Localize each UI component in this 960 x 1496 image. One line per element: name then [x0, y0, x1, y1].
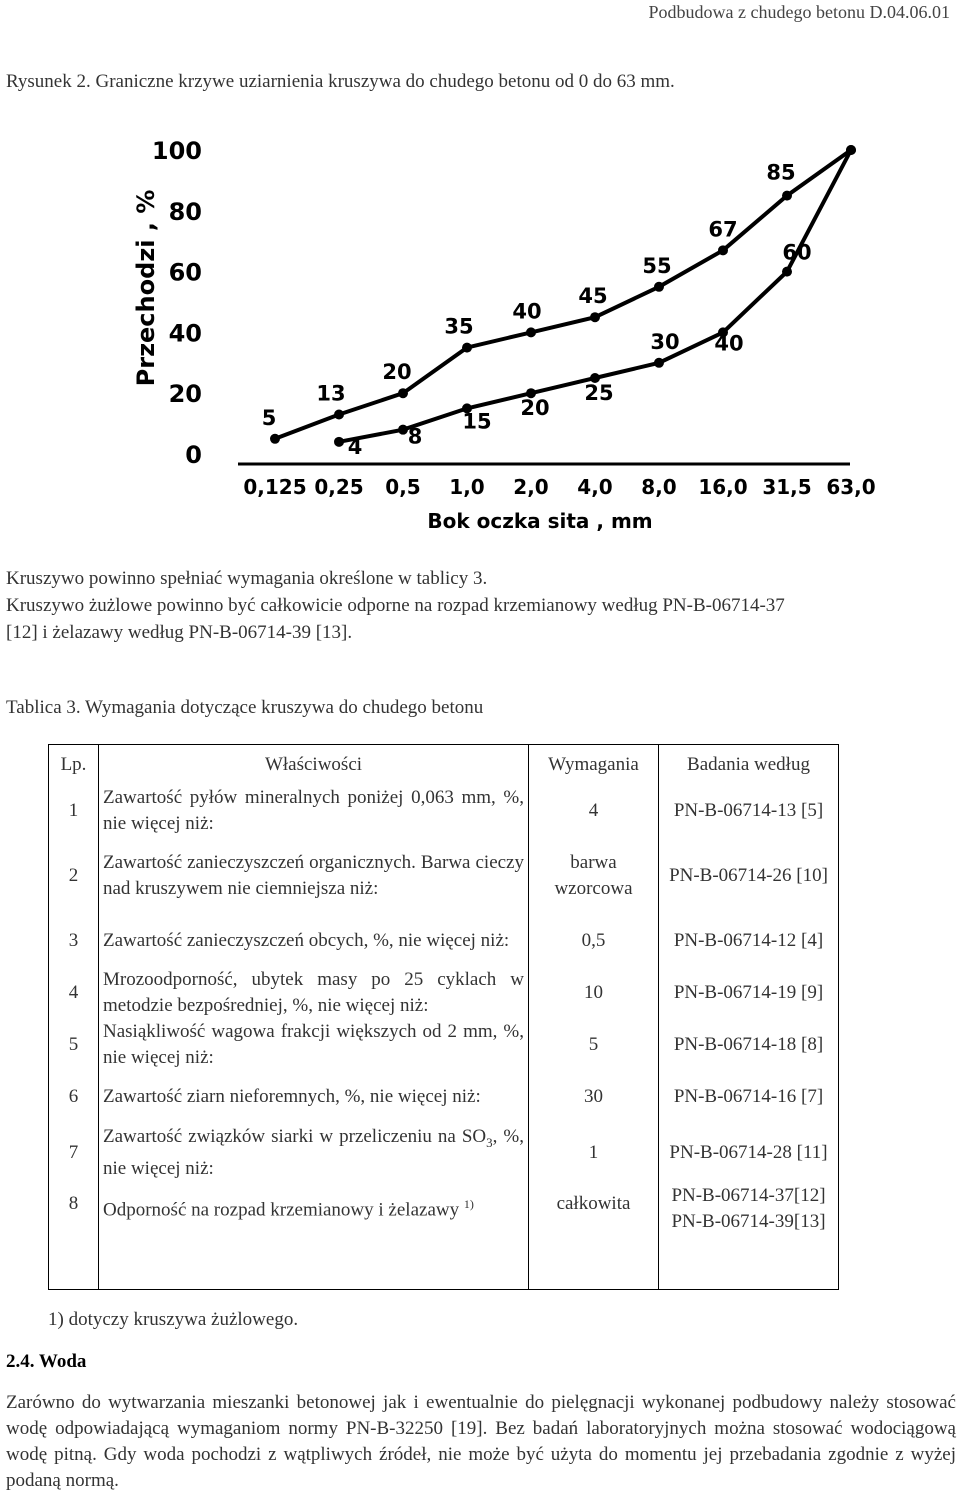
row-lp: 4 — [49, 967, 99, 1019]
row-lp: 6 — [49, 1071, 99, 1123]
x-tick-labels — [243, 475, 875, 499]
data-label: 85 — [766, 160, 796, 185]
table-row — [49, 1123, 839, 1183]
data-point — [334, 437, 344, 447]
row-standard: PN-B-06714-18 [8] — [659, 1019, 839, 1071]
x-tick-label: 16,0 — [698, 475, 748, 499]
data-label: 20 — [520, 396, 550, 421]
data-point — [398, 388, 408, 398]
data-label: 40 — [512, 299, 542, 324]
header-properties: Właściwości — [99, 745, 529, 786]
header-lp: Lp. — [49, 745, 99, 786]
table-row — [49, 1071, 839, 1123]
y-tick-label: 20 — [168, 380, 202, 409]
x-axis-label: Bok oczka sita , mm — [427, 509, 653, 533]
data-point — [590, 312, 600, 322]
row-standard: PN-B-06714-26 [10] — [659, 837, 839, 915]
table-row — [49, 837, 839, 915]
x-tick-label: 0,25 — [314, 475, 364, 499]
row-standard: PN-B-06714-28 [11] — [659, 1123, 839, 1183]
table-row — [49, 915, 839, 967]
data-label: 5 — [261, 405, 277, 430]
x-tick-label: 31,5 — [762, 475, 812, 499]
section-paragraph: Zarówno do wytwarzania mieszanki betonowej jak i ewentualnie do pielęgnacji wykonanej podbudowy należy stosować wodę odpowiadającą wymaganiom normy PN-B-32250 [19]. Bez badań laboratoryjnych można stosować wodociągową wodę pitną. Gdy woda pochodzi z wątpliwych źródeł, nie może być użyta do momentu jej przebadania zgodnie z wyżej podaną normą. — [6, 1392, 956, 1491]
intro-paragraph-2-line2: [12] i żelazawy według PN-B-06714-39 [13]. — [6, 622, 353, 643]
row-lp: 7 — [49, 1123, 99, 1183]
requirements-table — [48, 744, 839, 1290]
row-standard: PN-B-06714-37[12] PN-B-06714-39[13] — [659, 1183, 839, 1289]
x-tick-label: 8,0 — [641, 475, 677, 499]
row-requirement: całkowita — [529, 1183, 659, 1289]
data-point — [718, 245, 728, 255]
data-point — [654, 282, 664, 292]
row-standard: PN-B-06714-13 [5] — [659, 785, 839, 837]
y-tick-label: 100 — [151, 137, 202, 165]
running-header: Podbudowa z chudego betonu D.04.06.01 — [648, 2, 950, 22]
header-test-method: Badania według — [659, 745, 839, 786]
data-point — [462, 343, 472, 353]
data-point — [654, 358, 664, 368]
section-heading: 2.4. Woda — [6, 1351, 87, 1372]
table-row — [49, 1183, 839, 1289]
x-tick-label: 0,125 — [243, 475, 307, 499]
header-requirements: Wymagania — [529, 745, 659, 786]
data-label: 45 — [578, 284, 608, 309]
row-lp: 8 — [49, 1183, 99, 1289]
row-property: Mrozoodporność, ubytek masy po 25 cyklach w metodzie bezpośredniej, %, nie więcej niż: — [99, 967, 529, 1019]
data-label: 25 — [584, 381, 614, 405]
y-tick-label: 60 — [168, 258, 202, 287]
row-property — [99, 1123, 529, 1183]
data-point — [782, 267, 792, 277]
row-requirement: 0,5 — [529, 915, 659, 967]
x-tick-label: 4,0 — [577, 475, 613, 499]
x-tick-label: 1,0 — [449, 475, 485, 499]
y-tick-label: 0 — [185, 441, 202, 469]
intro-paragraph-2-line1: Kruszywo żużlowe powinno być całkowicie odporne na rozpad krzemianowy według PN-B-06714-37 — [6, 595, 785, 616]
x-tick-label: 63,0 — [826, 475, 876, 499]
row-standard: PN-B-06714-12 [4] — [659, 915, 839, 967]
figure-caption: Rysunek 2. Graniczne krzywe uziarnienia kruszywa do chudego betonu od 0 do 63 mm. — [6, 71, 675, 92]
data-label: 60 — [782, 240, 812, 265]
x-tick-label: 0,5 — [385, 475, 421, 499]
table-row — [49, 1019, 839, 1071]
row-property-subscript: 3 — [486, 1134, 493, 1150]
row-property — [99, 1183, 529, 1289]
row-requirement: 1 — [529, 1123, 659, 1183]
y-axis-label: Przechodzi , % — [132, 189, 160, 387]
row-property: Zawartość zanieczyszczeń obcych, %, nie więcej niż: — [99, 915, 529, 967]
row-requirement: 30 — [529, 1071, 659, 1123]
footnote-marker: 1) — [463, 1197, 474, 1211]
row-property-text-end: , %, nie więcej niż: — [103, 1126, 525, 1179]
table-caption: Tablica 3. Wymagania dotyczące kruszywa do chudego betonu — [6, 697, 484, 718]
row-requirement: 5 — [529, 1019, 659, 1071]
row-property: Nasiąkliwość wagowa frakcji większych od 2 mm, %, nie więcej niż: — [99, 1019, 529, 1071]
row-requirement: 4 — [529, 785, 659, 837]
row-standard: PN-B-06714-19 [9] — [659, 967, 839, 1019]
y-tick-label: 80 — [168, 197, 202, 226]
data-label: 15 — [462, 409, 492, 434]
data-label: 35 — [444, 314, 474, 339]
data-point — [334, 409, 344, 419]
row-lp: 3 — [49, 915, 99, 967]
data-point — [398, 425, 408, 435]
data-label: 8 — [407, 424, 423, 449]
data-label: 20 — [382, 360, 412, 385]
data-label: 30 — [650, 329, 680, 354]
row-property: Zawartość ziarn nieforemnych, %, nie więcej niż: — [99, 1071, 529, 1123]
row-standard: PN-B-06714-16 [7] — [659, 1071, 839, 1123]
data-point — [782, 191, 792, 201]
data-label: 4 — [347, 434, 363, 459]
data-point — [846, 145, 856, 155]
row-property: Zawartość pyłów mineralnych poniżej 0,063 mm, %, nie więcej niż: — [99, 785, 529, 837]
row-lp: 5 — [49, 1019, 99, 1071]
table-header-row — [49, 745, 839, 786]
row-property-text: Odporność na rozpad krzemianowy i żelazawy — [103, 1199, 460, 1221]
table-row — [49, 967, 839, 1019]
row-property: Zawartość zanieczyszczeń organicznych. Barwa cieczy nad kruszywem nie ciemniejsza niż: — [99, 837, 529, 915]
grading-curve-chart — [120, 128, 880, 540]
row-requirement: barwa wzorcowa — [529, 837, 659, 915]
y-tick-label: 40 — [168, 319, 202, 348]
row-property-text: Zawartość związków siarki w przeliczeniu na SO — [103, 1126, 487, 1148]
series-group — [270, 145, 856, 447]
table-row — [49, 785, 839, 837]
row-requirement: 10 — [529, 967, 659, 1019]
data-label: 55 — [642, 253, 672, 278]
row-lp: 1 — [49, 785, 99, 837]
table-footnote: 1) dotyczy kruszywa żużlowego. — [48, 1309, 299, 1330]
intro-paragraph-1: Kruszywo powinno spełniać wymagania określone w tablicy 3. — [6, 568, 488, 589]
data-label: 67 — [708, 217, 738, 242]
data-label: 13 — [316, 381, 346, 406]
data-point — [270, 434, 280, 444]
data-label: 40 — [714, 331, 744, 356]
data-point — [526, 327, 536, 337]
x-tick-label: 2,0 — [513, 475, 549, 499]
row-lp: 2 — [49, 837, 99, 915]
